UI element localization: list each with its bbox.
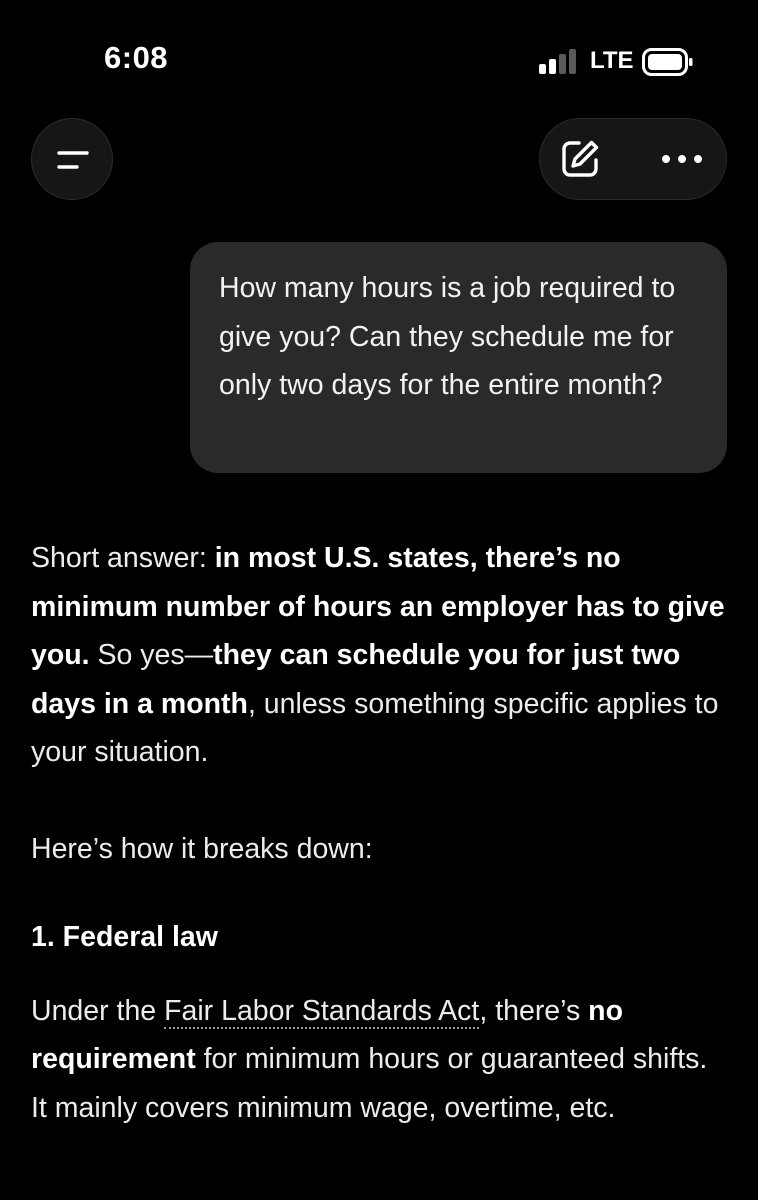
text-run: So yes—: [89, 639, 214, 671]
compose-icon[interactable]: [558, 137, 602, 181]
status-bar: [0, 0, 758, 110]
text-run: , unless something specific applies to your situation.: [31, 687, 719, 768]
flsa-link[interactable]: Fair Labor Standards Act: [164, 994, 480, 1027]
network-type: LTE: [590, 47, 634, 74]
battery-icon: [642, 48, 694, 76]
text-run: Short answer:: [31, 542, 215, 574]
user-message-bubble: [190, 242, 727, 473]
header-actions: [539, 118, 727, 200]
signal-strength-icon: [539, 49, 579, 75]
status-time: 6:08: [104, 40, 169, 75]
bold-text: no requirement: [31, 994, 623, 1075]
text-run: Under the: [31, 994, 165, 1027]
menu-button[interactable]: [31, 118, 113, 200]
bold-text: they can schedule you for just two days in a month: [31, 639, 681, 720]
section-paragraph: [31, 987, 731, 1133]
answer-intro-paragraph: [31, 534, 731, 777]
more-options-icon[interactable]: [658, 147, 706, 171]
breakdown-paragraph: Here’s how it breaks down:: [31, 832, 373, 865]
assistant-answer: [31, 534, 731, 1132]
user-message-text: How many hours is a job required to give you? Can they schedule me for only two days for the entire month?: [219, 272, 676, 401]
section-heading: 1. Federal law: [31, 921, 218, 953]
text-run: , there’s: [479, 994, 589, 1027]
text-run: for minimum hours or guaranteed shifts. It mainly covers minimum wage, overtime, etc.: [31, 1043, 708, 1124]
menu-icon: [53, 140, 93, 180]
bold-text: in most U.S. states, there’s no minimum number of hours an employer has to give you.: [31, 542, 725, 671]
